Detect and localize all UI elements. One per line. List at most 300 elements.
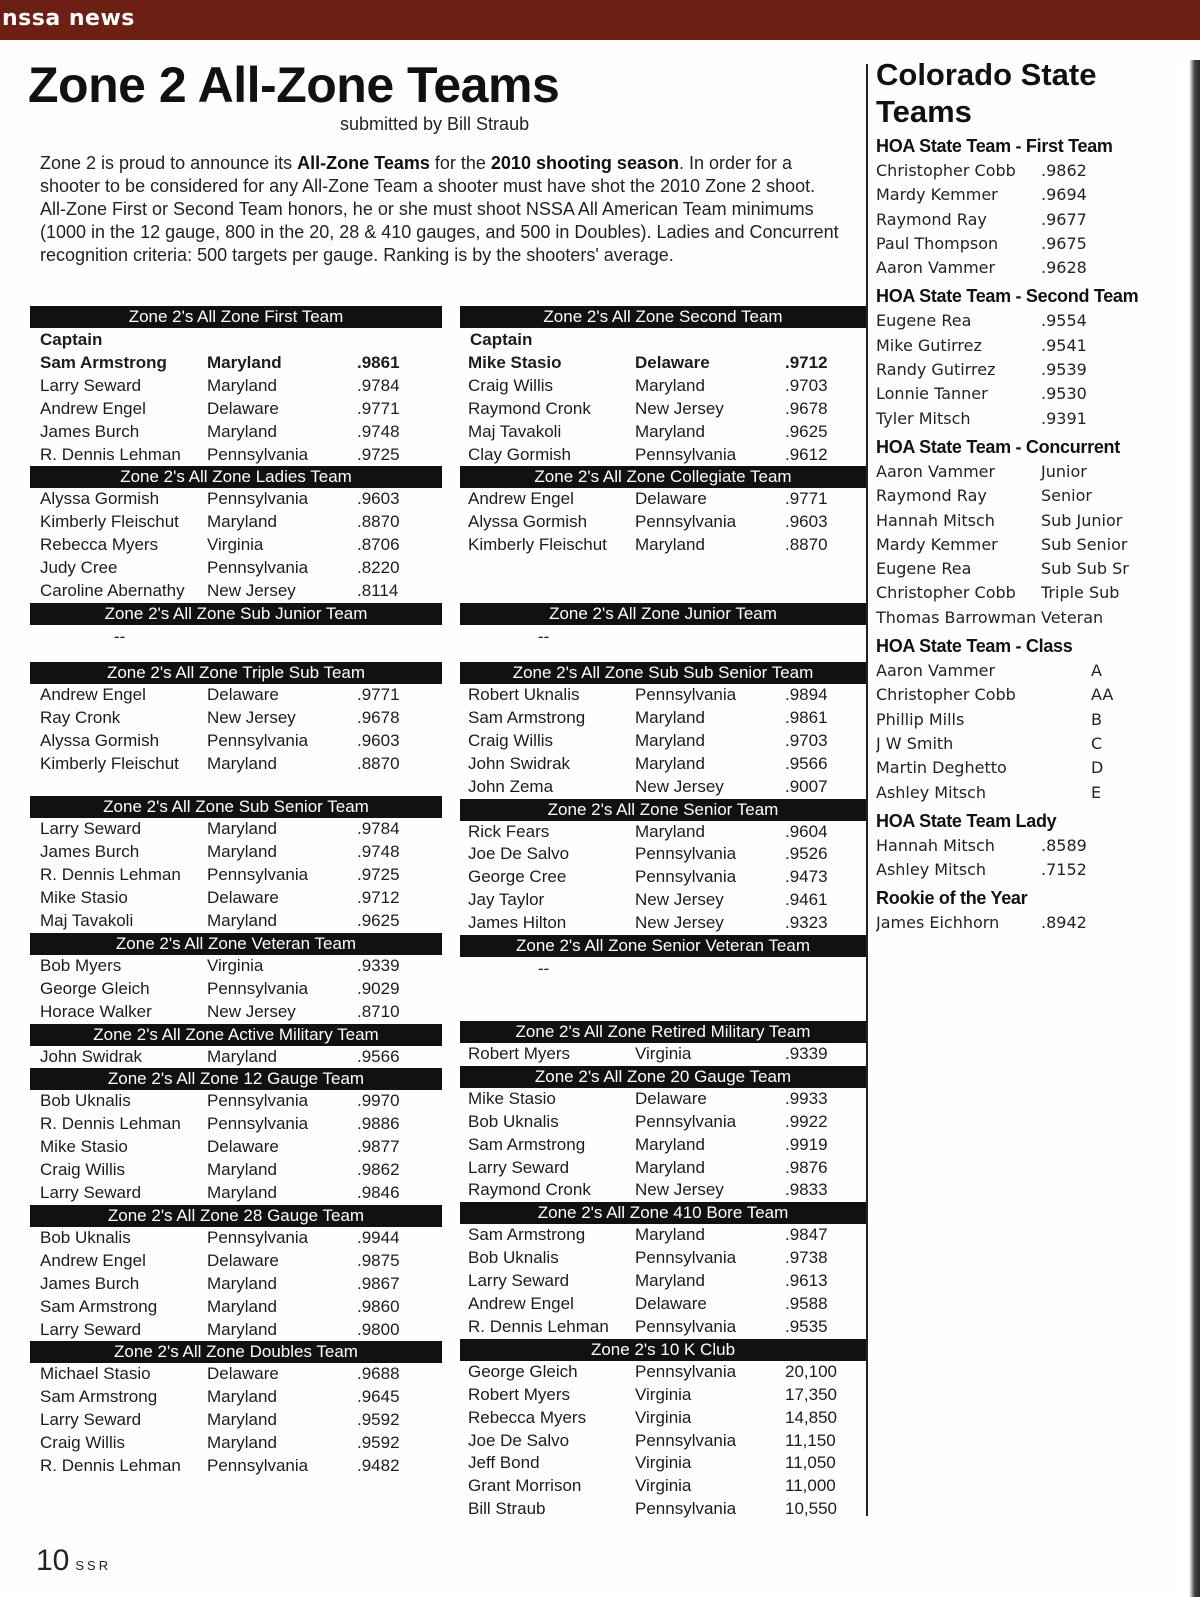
member-state: Maryland (207, 753, 277, 773)
shooter-value: Triple Sub (1041, 583, 1120, 603)
member-name: Rick Fears (468, 821, 550, 841)
shooter-name: J W Smith (876, 733, 954, 753)
shooter-value: .7152 (1041, 860, 1087, 880)
team-member-row (30, 1001, 442, 1024)
team-member-row (30, 910, 442, 933)
article-title: Zone 2 All-Zone Teams (28, 57, 560, 113)
magazine-name: SSR (75, 1558, 112, 1573)
member-score: .9860 (357, 1296, 400, 1316)
member-name: Larry Seward (40, 819, 142, 839)
member-state: Delaware (635, 489, 707, 509)
member-name: George Gleich (40, 978, 150, 998)
sidebar-heading: HOA State Team - Second Team (876, 286, 1139, 307)
empty-placeholder: -- (114, 626, 126, 646)
state-team-row (876, 208, 1156, 232)
member-name: Sam Armstrong (40, 1387, 158, 1407)
member-name: Ray Cronk (40, 707, 121, 727)
team-heading: Zone 2's All Zone 410 Bore Team (460, 1202, 866, 1224)
member-state: Pennsylvania (207, 1227, 309, 1247)
member-name: John Zema (468, 776, 554, 796)
shooter-name: Hannah Mitsch (876, 835, 995, 855)
team-member-row (30, 887, 442, 910)
member-score: .9603 (785, 512, 828, 532)
shooter-value: Sub Senior (1041, 534, 1128, 554)
member-score: .9566 (785, 753, 828, 773)
member-score: .9688 (357, 1364, 400, 1384)
member-state: Maryland (635, 375, 705, 395)
member-state: Maryland (207, 421, 277, 441)
member-score: .9847 (785, 1225, 828, 1245)
page-number: 10 (36, 1544, 70, 1577)
team-heading: Zone 2's All Zone 28 Gauge Team (30, 1205, 442, 1227)
senior-veteran-team (460, 935, 866, 981)
member-name: Sam Armstrong (468, 708, 586, 728)
sidebar-heading: HOA State Team Lady (876, 810, 1057, 831)
member-state: New Jersey (635, 913, 724, 933)
state-team-row (876, 683, 1156, 707)
member-score: .9339 (785, 1044, 828, 1064)
member-name: Craig Willis (40, 1160, 125, 1180)
member-state: Maryland (635, 535, 705, 555)
member-score: .9970 (357, 1091, 400, 1111)
member-state: Pennsylvania (207, 1114, 309, 1134)
member-name: Caroline Abernathy (40, 581, 185, 601)
shooter-name: James Eichhorn (876, 913, 1000, 933)
shooter-value: .9862 (1041, 161, 1087, 180)
member-score: .9800 (357, 1319, 400, 1339)
team-member-row (30, 730, 442, 753)
sidebar-heading: HOA State Team - Concurrent (876, 436, 1120, 457)
column-divider (866, 64, 868, 1516)
team-member-row (460, 444, 866, 467)
team-member-row (30, 1136, 442, 1159)
shooter-name: Eugene Rea (876, 559, 972, 579)
team-member-row (460, 511, 866, 534)
member-score: .9861 (785, 708, 828, 728)
team-member-row (30, 1319, 442, 1342)
shooter-value: Senior (1041, 486, 1092, 506)
shooter-name: Christopher Cobb (876, 685, 1016, 705)
410-bore-team (460, 1202, 866, 1338)
shooter-name: Aaron Vammer (876, 258, 996, 278)
12-gauge-team (30, 1068, 442, 1204)
state-team-row (876, 358, 1156, 382)
team-member-row (30, 534, 442, 557)
state-team-row (876, 533, 1156, 557)
team-heading: Zone 2's All Zone Sub Sub Senior Team (460, 662, 866, 684)
member-state: Delaware (635, 1294, 707, 1314)
member-name: George Cree (468, 867, 567, 887)
shooter-name: Hannah Mitsch (876, 510, 995, 530)
ladies-team (30, 466, 442, 602)
member-score: .9748 (357, 421, 400, 441)
member-name: Andrew Engel (40, 684, 146, 704)
team-member-row (30, 1386, 442, 1409)
team-member-row (460, 1475, 866, 1498)
member-score: .8870 (785, 535, 828, 555)
member-state: Delaware (207, 398, 279, 418)
team-member-row (30, 444, 442, 467)
team-member-row (30, 955, 442, 978)
team-heading: Zone 2's All Zone Senior Veteran Team (460, 935, 866, 957)
team-member-row (30, 580, 442, 603)
member-score: .8114 (357, 581, 399, 601)
team-member-row (460, 684, 866, 707)
shooter-name: Phillip Mills (876, 709, 965, 729)
member-state: Maryland (635, 1157, 705, 1177)
member-score: .9784 (357, 819, 400, 839)
sub-junior-team (30, 603, 442, 649)
shooter-value: .9694 (1041, 185, 1087, 205)
member-state: Maryland (207, 1433, 277, 1453)
member-score: .9748 (357, 842, 400, 862)
member-state: Pennsylvania (635, 867, 737, 887)
member-score: .8710 (357, 1001, 400, 1021)
shooter-value: E (1091, 782, 1102, 802)
member-name: John Swidrak (40, 1046, 143, 1066)
member-name: Craig Willis (468, 375, 553, 395)
member-score: 20,100 (785, 1361, 837, 1381)
member-score: .9875 (357, 1250, 400, 1270)
shooter-value: .9539 (1041, 360, 1087, 380)
member-name: Andrew Engel (468, 489, 574, 509)
member-score: .9678 (785, 398, 828, 418)
member-state: Pennsylvania (207, 865, 309, 885)
member-state: Maryland (207, 375, 277, 395)
member-name: Kimberly Fleischut (468, 535, 607, 555)
member-state: Maryland (635, 821, 705, 841)
member-state: Maryland (635, 708, 705, 728)
member-score: .9603 (357, 489, 400, 509)
sidebar-heading: HOA State Team - Class (876, 636, 1073, 657)
junior-team (460, 603, 866, 649)
member-state: Pennsylvania (635, 1361, 737, 1381)
sidebar-heading: HOA State Team - First Team (876, 136, 1113, 156)
member-state: New Jersey (635, 776, 724, 796)
team-member-row (460, 1247, 866, 1270)
member-state: Maryland (207, 1046, 277, 1066)
member-state: Virginia (635, 1476, 692, 1496)
team-member-row (30, 1182, 442, 1205)
member-score: 11,000 (785, 1476, 836, 1496)
member-state: Maryland (207, 1273, 277, 1293)
team-member-row (460, 1430, 866, 1453)
team-member-row (30, 1090, 442, 1113)
member-score: .9473 (785, 867, 828, 887)
team-member-row (460, 488, 866, 511)
member-score: .9625 (785, 421, 828, 441)
member-name: Mike Stasio (40, 888, 128, 908)
colorado-sidebar (876, 56, 1156, 936)
team-heading: Zone 2's All Zone 12 Gauge Team (30, 1068, 442, 1090)
member-score: .9738 (785, 1248, 828, 1268)
member-score: .9535 (785, 1316, 828, 1336)
member-score: .9588 (785, 1294, 828, 1314)
20-gauge-team (460, 1066, 866, 1202)
team-member-row (460, 843, 866, 866)
member-score: .9645 (357, 1387, 400, 1407)
shooter-name: Aaron Vammer (876, 661, 996, 681)
state-team-row (876, 159, 1156, 183)
member-score: .9922 (785, 1111, 828, 1131)
team-member-row (460, 1179, 866, 1202)
team-member-row (460, 1293, 866, 1316)
member-state: Pennsylvania (635, 444, 737, 464)
member-score: 11,150 (785, 1430, 836, 1450)
team-member-row (460, 912, 866, 935)
member-name: Andrew Engel (468, 1294, 574, 1314)
member-name: Alyssa Gormish (468, 512, 588, 532)
member-name: Larry Seward (40, 1319, 142, 1339)
shooter-name: Christopher Cobb (876, 161, 1016, 180)
member-score: .8870 (357, 753, 400, 773)
sub-sub-senior-team (460, 662, 866, 798)
shooter-value: .9530 (1041, 384, 1087, 404)
team-heading: Zone 2's All Zone Second Team (460, 306, 866, 328)
member-name: James Hilton (468, 913, 567, 933)
second-team (460, 306, 866, 466)
shooter-value: .8942 (1041, 913, 1087, 933)
shooter-name: Ashley Mitsch (876, 782, 987, 802)
team-member-row (460, 1316, 866, 1339)
team-member-row (30, 864, 442, 887)
senior-team (460, 799, 866, 935)
member-score: .9712 (357, 888, 400, 908)
member-name: Robert Myers (468, 1384, 571, 1404)
member-name: Craig Willis (40, 1433, 125, 1453)
member-state: Pennsylvania (635, 1430, 737, 1450)
member-state: Virginia (207, 955, 264, 975)
member-name: Clay Gormish (468, 444, 571, 464)
team-heading: Zone 2's All Zone First Team (30, 306, 442, 328)
member-score: 10,550 (785, 1499, 837, 1519)
doubles-team (30, 1341, 442, 1477)
shooter-value: C (1091, 733, 1103, 753)
member-name: Maj Tavakoli (468, 421, 562, 441)
member-name: Raymond Cronk (468, 398, 591, 418)
member-state: Maryland (207, 1183, 277, 1203)
shooter-name: Randy Gutirrez (876, 360, 996, 380)
member-name: Judy Cree (40, 558, 118, 578)
shooter-value: Junior (1041, 461, 1087, 481)
team-heading: Zone 2's 10 K Club (460, 1339, 866, 1361)
page-footer (36, 1544, 111, 1578)
team-member-row (460, 1088, 866, 1111)
member-name: Larry Seward (468, 1157, 570, 1177)
member-state: Maryland (207, 1410, 277, 1430)
member-state: New Jersey (207, 1001, 296, 1021)
team-heading: Zone 2's All Zone Junior Team (460, 603, 866, 625)
shooter-value: .8589 (1041, 835, 1087, 855)
member-name: Larry Seward (468, 1271, 570, 1291)
member-state: New Jersey (635, 1180, 724, 1200)
team-heading: Zone 2's All Zone 20 Gauge Team (460, 1066, 866, 1088)
member-state: Pennsylvania (207, 730, 309, 750)
shooter-name: Tyler Mitsch (876, 408, 971, 428)
member-state: Pennsylvania (207, 489, 309, 509)
member-score: .9725 (357, 444, 400, 464)
member-name: R. Dennis Lehman (40, 865, 181, 885)
member-state: Delaware (207, 684, 279, 704)
member-name: Larry Seward (40, 1410, 142, 1430)
member-name: Rebecca Myers (468, 1407, 587, 1427)
state-team-row (876, 858, 1156, 882)
team-member-row (460, 1498, 866, 1521)
team-member-row (460, 1043, 866, 1066)
member-score: .9592 (357, 1433, 400, 1453)
team-member-row (30, 1409, 442, 1432)
member-state: New Jersey (207, 707, 296, 727)
member-score: .9482 (357, 1455, 400, 1475)
member-state: Virginia (207, 535, 264, 555)
member-state: Maryland (635, 1134, 705, 1154)
member-score: .9592 (357, 1410, 400, 1430)
member-score: .9862 (357, 1160, 400, 1180)
member-score: 17,350 (785, 1384, 837, 1404)
shooter-name: Mardy Kemmer (876, 534, 998, 554)
team-heading: Zone 2's All Zone Ladies Team (30, 466, 442, 488)
shooter-name: Mike Gutirrez (876, 335, 982, 355)
shooter-value: .9391 (1041, 408, 1087, 428)
member-state: Maryland (207, 1296, 277, 1316)
member-state: Pennsylvania (635, 844, 737, 864)
member-state: Virginia (635, 1453, 692, 1473)
member-name: Horace Walker (40, 1001, 152, 1021)
team-member-row (460, 534, 866, 557)
team-member-row (460, 866, 866, 889)
team-member-row (460, 730, 866, 753)
state-team-row (876, 606, 1156, 630)
section-header-bar (0, 0, 1200, 40)
member-state: Maryland (635, 1225, 705, 1245)
team-member-row (30, 1296, 442, 1319)
member-state: Maryland (207, 842, 277, 862)
member-state: Delaware (635, 1088, 707, 1108)
retired-military-team (460, 1021, 866, 1066)
captain-label: Captain (40, 330, 103, 349)
team-member-row (30, 488, 442, 511)
state-team-row (876, 659, 1156, 683)
shooter-name: Mardy Kemmer (876, 185, 998, 205)
team-member-row (30, 1159, 442, 1182)
member-name: Sam Armstrong (468, 1225, 586, 1245)
member-name: Bob Uknalis (40, 1227, 131, 1247)
team-member-row (30, 1363, 442, 1386)
shooter-value: Sub Junior (1041, 510, 1123, 530)
member-score: .9919 (785, 1134, 828, 1154)
state-team-row (876, 781, 1156, 805)
sidebar-title: Colorado State Teams (876, 57, 1097, 129)
member-score: .9678 (357, 707, 400, 727)
shooter-value: AA (1091, 685, 1114, 705)
team-member-row (460, 421, 866, 444)
member-name: Jay Taylor (468, 890, 545, 910)
member-state: Pennsylvania (635, 1248, 737, 1268)
member-score: .9461 (785, 890, 828, 910)
member-name: Bob Uknalis (468, 1111, 559, 1131)
member-score: .9725 (357, 865, 400, 885)
28-gauge-team (30, 1205, 442, 1341)
team-heading: Zone 2's All Zone Active Military Team (30, 1024, 442, 1046)
team-heading: Zone 2's All Zone Collegiate Team (460, 466, 866, 488)
member-state: Virginia (635, 1044, 692, 1064)
member-state: Pennsylvania (635, 1499, 737, 1519)
member-state: Delaware (207, 1364, 279, 1384)
member-score: .8706 (357, 535, 400, 555)
team-member-row (460, 776, 866, 799)
member-score: .9612 (785, 444, 828, 464)
state-team-row (876, 732, 1156, 756)
member-name: R. Dennis Lehman (40, 444, 181, 464)
state-team-row (876, 183, 1156, 207)
sub-senior-team (30, 796, 442, 932)
member-score: .9526 (785, 844, 828, 864)
state-team-row (876, 334, 1156, 358)
team-member-row (30, 1113, 442, 1136)
member-state: Maryland (207, 819, 277, 839)
captain-row: Sam Armstrong Maryland .9861 (40, 353, 400, 372)
team-member-row (30, 1250, 442, 1273)
member-name: James Burch (40, 421, 140, 441)
member-name: Mike Stasio (40, 1137, 128, 1157)
shooter-value: .9628 (1041, 258, 1087, 278)
team-member-row (460, 1157, 866, 1180)
member-name: Rebecca Myers (40, 535, 159, 555)
team-member-row (460, 1361, 866, 1384)
shooter-value: A (1091, 661, 1102, 681)
team-heading: Zone 2's All Zone Retired Military Team (460, 1021, 866, 1043)
member-score: .9876 (785, 1157, 828, 1177)
member-state: Pennsylvania (207, 558, 309, 578)
member-name: Larry Seward (40, 1183, 142, 1203)
member-name: Kimberly Fleischut (40, 512, 179, 532)
member-score: .9877 (357, 1137, 400, 1157)
shooter-value: B (1091, 709, 1102, 729)
active-military-team (30, 1024, 442, 1069)
member-score: .9604 (785, 821, 828, 841)
member-name: Andrew Engel (40, 1250, 146, 1270)
member-score: .9867 (357, 1273, 400, 1293)
shooter-name: Raymond Ray (876, 486, 987, 506)
captain-label: Captain (470, 330, 533, 349)
member-state: Delaware (207, 1250, 279, 1270)
member-name: R. Dennis Lehman (40, 1114, 181, 1134)
team-member-row (30, 557, 442, 580)
10k-club (460, 1339, 866, 1521)
member-state: New Jersey (635, 398, 724, 418)
veteran-team (30, 933, 442, 1024)
member-score: .9886 (357, 1114, 400, 1134)
member-score: 14,850 (785, 1407, 837, 1427)
state-team-row (876, 407, 1156, 431)
member-state: Virginia (635, 1407, 692, 1427)
member-name: Larry Seward (40, 375, 142, 395)
member-score: 11,050 (785, 1453, 836, 1473)
member-name: Robert Uknalis (468, 685, 580, 705)
shooter-name: Raymond Ray (876, 209, 987, 229)
section-label: nssa news (2, 6, 135, 31)
member-state: Pennsylvania (635, 685, 737, 705)
member-name: Sam Armstrong (468, 1134, 586, 1154)
state-team-row (876, 509, 1156, 533)
member-state: Maryland (635, 730, 705, 750)
left-team-column (30, 306, 442, 1478)
shooter-value: Veteran (1041, 607, 1104, 627)
member-name: Bill Straub (468, 1499, 546, 1519)
team-member-row (30, 707, 442, 730)
member-name: Bob Uknalis (40, 1091, 131, 1111)
member-state: Pennsylvania (207, 978, 309, 998)
